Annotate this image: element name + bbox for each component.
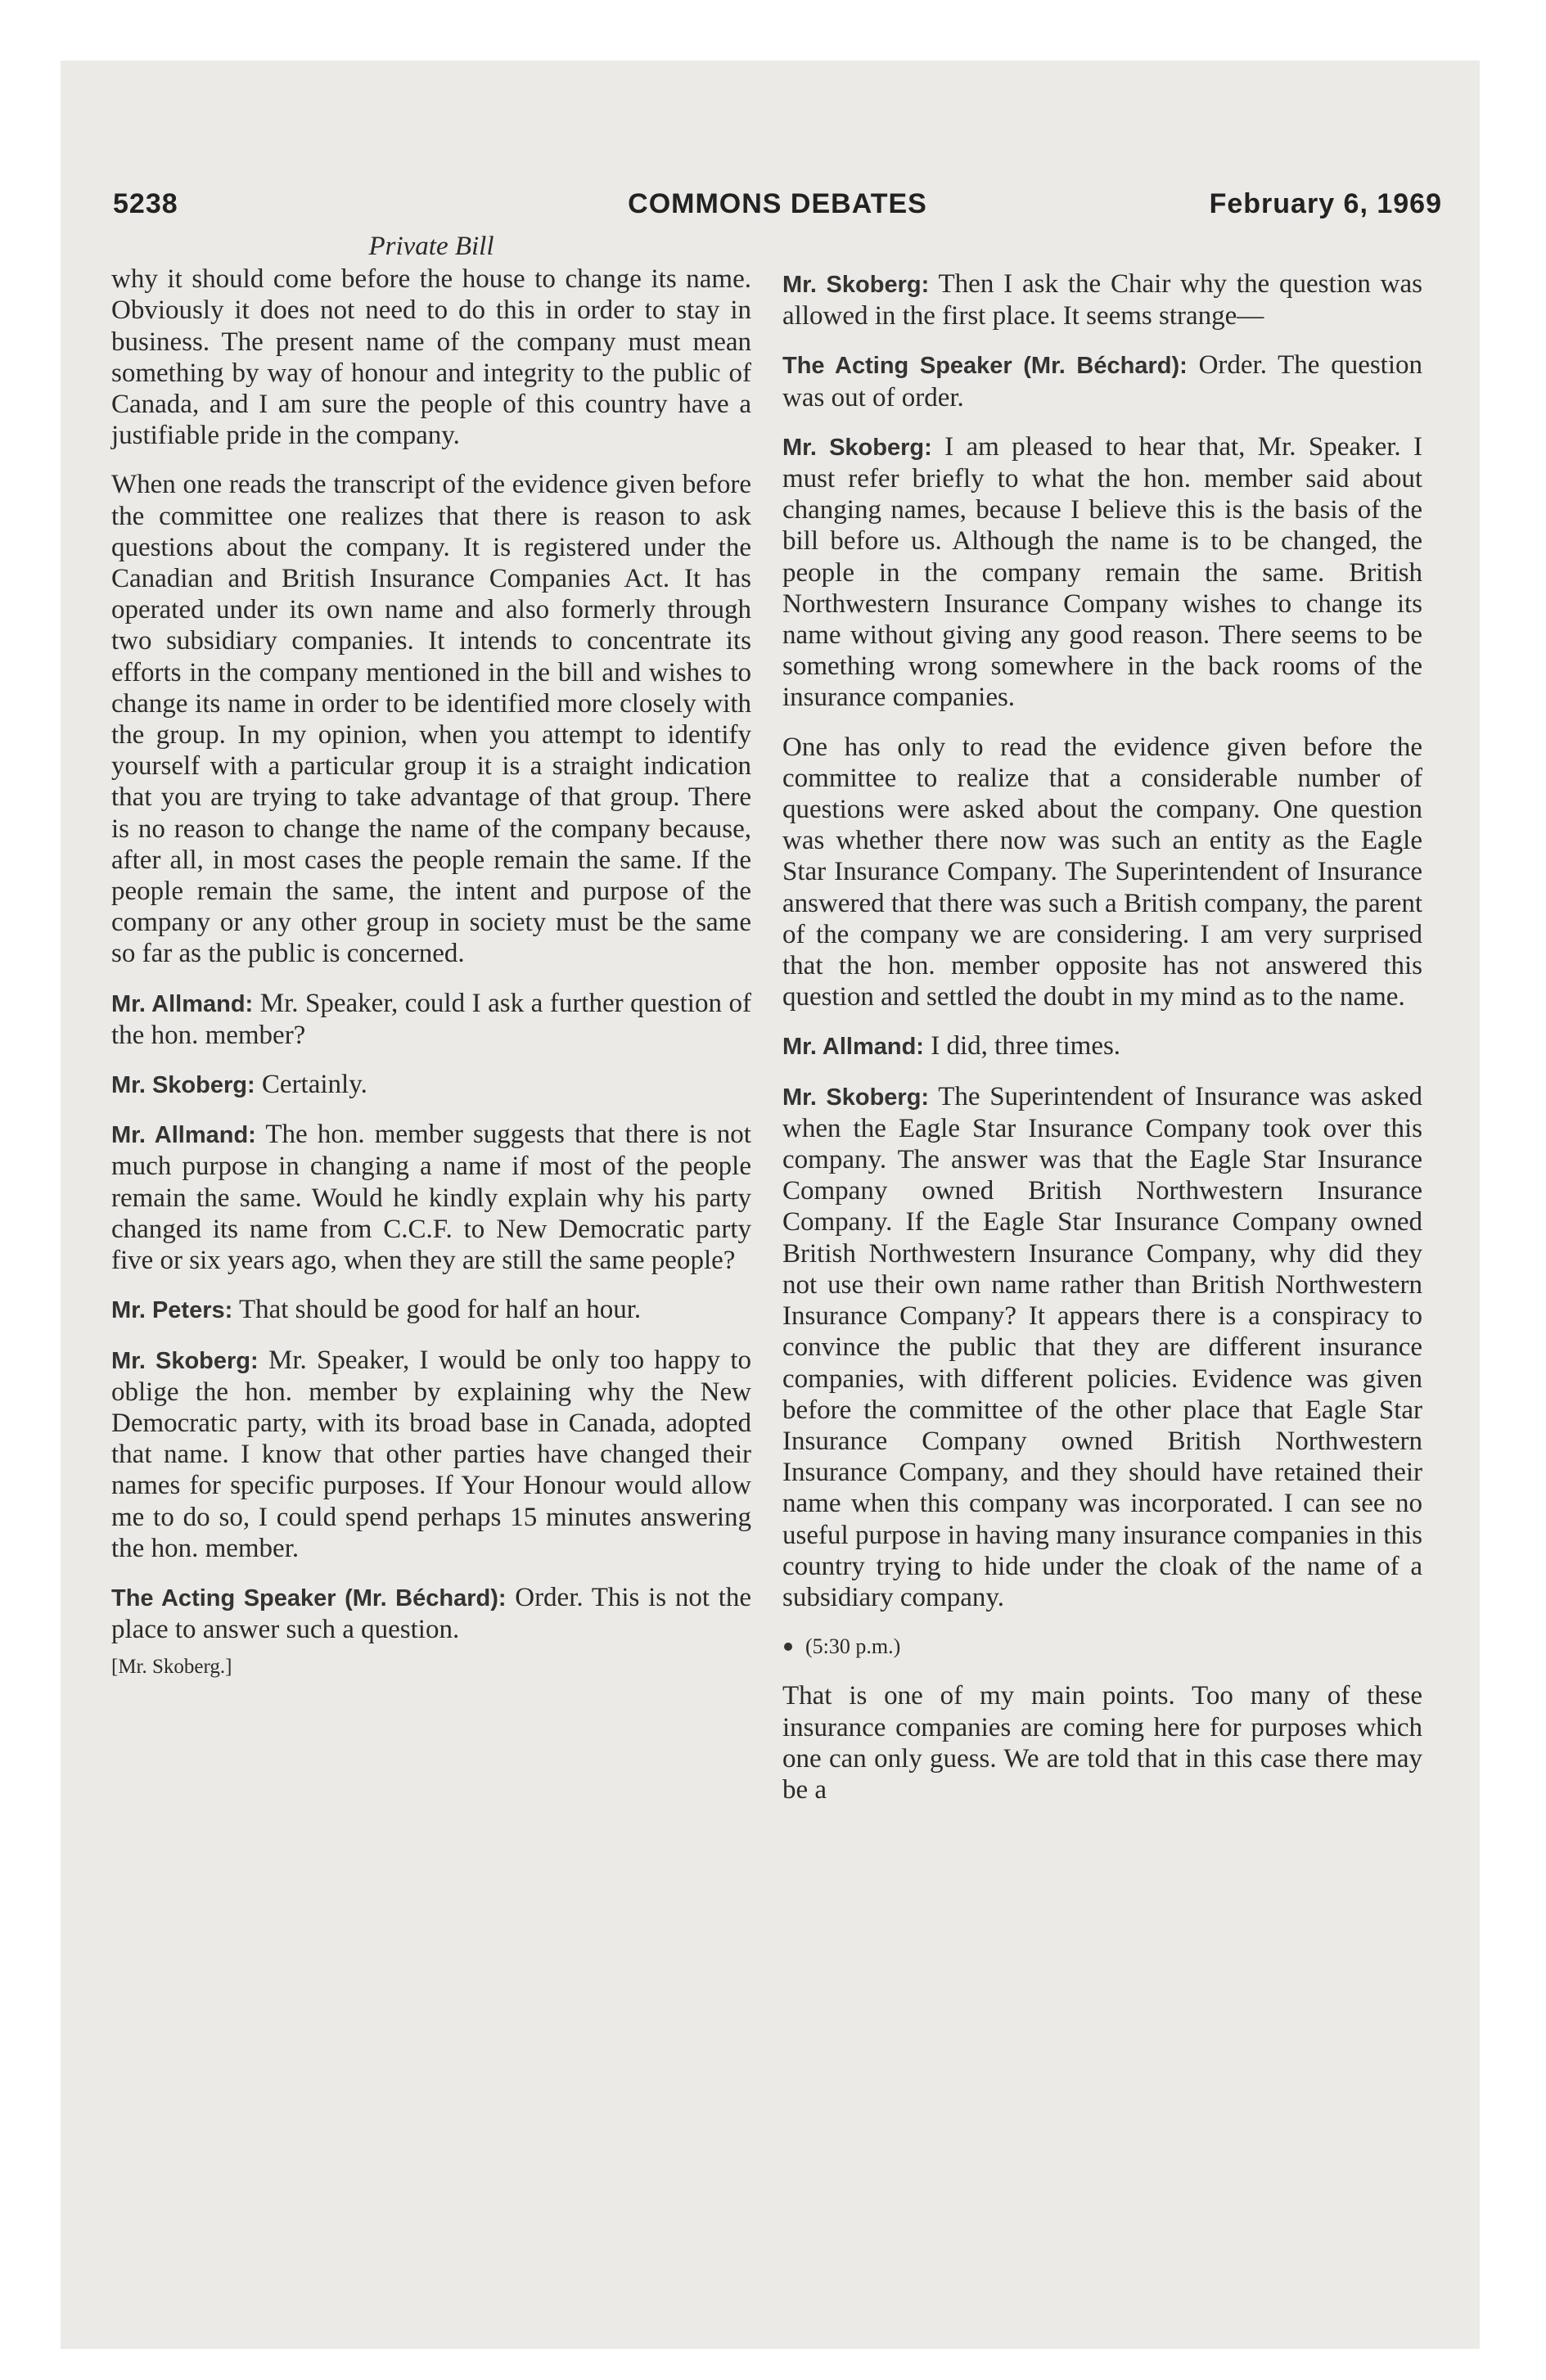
speech [111,1345,751,1564]
speech [111,1294,751,1326]
speech [111,1582,751,1645]
paragraph-text: why it should come before the house to change its name. Obviously it does not need to do this in order to stay in business. The present name of the company must mean something by way of honour and integrity to the public of Canada, and I am sure the people of this country have a justifiable pride in the company. [111,264,751,451]
speech-text: Mr. Speaker, I would be only too happy to oblige the hon. member by explaining why the New Democratic party, with its broad base in Canada, adopted that name. I know that other parties have changed their names for specific purposes. If Your Honour would allow me to do so, I could spend perhaps 15 minutes answering the hon. member. [111,1345,752,1563]
paragraph-text: When one reads the transcript of the evidence given before the committee one realizes that there is reason to ask questions about the company. It is registered under the Canadian and British Insurance Companies Act. It has operated under its own name and also formerly through two subsidiary companies. It intends to concentrate its efforts in the company mentioned in the bill and wishes to change its name in order to be identified more closely with the group. In my opinion, when you attempt to identify yourself with a particular group it is a straight indication that you are trying to take advantage of that group. There is no reason to change the name of the company because, after all, in most cases the people remain the same. If the people remain the same, the intent and purpose of the company or any other group in society must be the same so far as the public is concerned. [111,470,751,969]
speech-text: Certainly. [261,1070,367,1100]
speech [782,268,1422,331]
publication-date: February 6, 1969 [1209,188,1442,219]
paragraph-text: That is one of my main points. Too many of these insurance companies are coming here for purposes which one can only guess. We are told that in this case there may be a [782,1681,1422,1805]
speech [782,349,1422,412]
speech-text: The Superintendent of Insurance was asked when the Eagle Star Insurance Company took over this company. The answer was that the Eagle Star Insurance Company owned British Northwestern Insurance Company. If the Eagle Star Insurance Company owned British Northwestern Insurance Company, why did they not use their own name rather than British Northwestern Insurance Company? It appears there is a conspiracy to convince the public that they are different insurance companies, with different policies. Evidence was given before the committee of the other place that Eagle Star Insurance Company owned British Northwestern Insurance Company, and they should have retained their name when this company was incorporated. I can see no useful purpose in having many insurance companies in this country trying to hide under the cloak of the name of a subsidiary company. [782,1081,1422,1612]
section-subheading: Private Bill [368,232,494,261]
publication-title: COMMONS DEBATES [628,188,927,219]
speaker-name: Mr. Skoberg: [782,1084,930,1111]
speech [782,1030,1422,1062]
paragraph [782,732,1422,1013]
speaker-name: Mr. Allmand: [782,1034,924,1061]
timestamp-text: (5:30 p.m.) [805,1634,901,1659]
bullet-icon [784,1643,792,1651]
left-column [111,232,752,1684]
speaker-name: Mr. Skoberg: [111,1072,255,1099]
speech [782,431,1422,714]
speaker-name: Mr. Allmand: [111,990,254,1017]
speaker-name: The Acting Speaker (Mr. Béchard): [111,1584,507,1611]
speaker-name: Mr. Allmand: [111,1122,256,1149]
speech-text: I did, three times. [931,1031,1121,1062]
speech [782,1081,1422,1613]
speaker-name: Mr. Skoberg: [111,1347,259,1374]
speech-text: Order. This is not the place to answer such a question. [111,1582,752,1645]
speech-text: Mr. Speaker, could I ask a further question of the hon. member? [111,988,751,1050]
speaker-name: Mr. Peters: [111,1297,233,1324]
paragraph [782,1680,1422,1805]
page-number: 5238 [113,188,178,219]
paragraph-text: One has only to read the evidence given before the committee to realize that a considerable number of questions were asked about the company. One question was whether there now was such an entity as the Eagle Star Insurance Company. The Superintendent of Insurance answered that there was such a British company, the parent of the company we are considering. I am very surprised that the hon. member opposite has not answered this question and settled the doubt in my mind as to the name. [782,732,1422,1012]
speech-text: I am pleased to hear that, Mr. Speaker. I must refer briefly to what the hon. member said about changing names, because I believe this is the basis of the bill before us. Although the name is to be changed, the people in the company remain the same. British Northwestern Insurance Company wishes to change its name without giving any good reason. There seems to be something wrong somewhere in the back rooms of the insurance companies. [782,431,1422,713]
footer-attribution: [Mr. Skoberg.] [111,1656,232,1679]
speech [111,988,751,1051]
speech [111,1119,751,1276]
speaker-name: Mr. Skoberg: [782,272,930,298]
paragraph [111,469,751,969]
speech-text: Then I ask the Chair why the question was allowed in the first place. It seems strange— [782,269,1422,331]
page-header [113,188,1442,229]
speech-text: Order. The question was out of order. [782,350,1423,412]
paragraph [111,264,751,451]
speaker-name: The Acting Speaker (Mr. Béchard): [782,353,1188,380]
timestamp [782,1631,1422,1662]
speaker-name: Mr. Skoberg: [782,434,932,461]
right-column [782,268,1422,1823]
speech-text: That should be good for half an hour. [238,1295,642,1325]
speech [111,1069,751,1101]
speech-text: The hon. member suggests that there is not much purpose in changing a name if most of the people remain the same. Would he kindly explain why his party changed its name from C.C.F. to New Democratic party five or six years ago, when they are still the same people? [111,1120,751,1276]
